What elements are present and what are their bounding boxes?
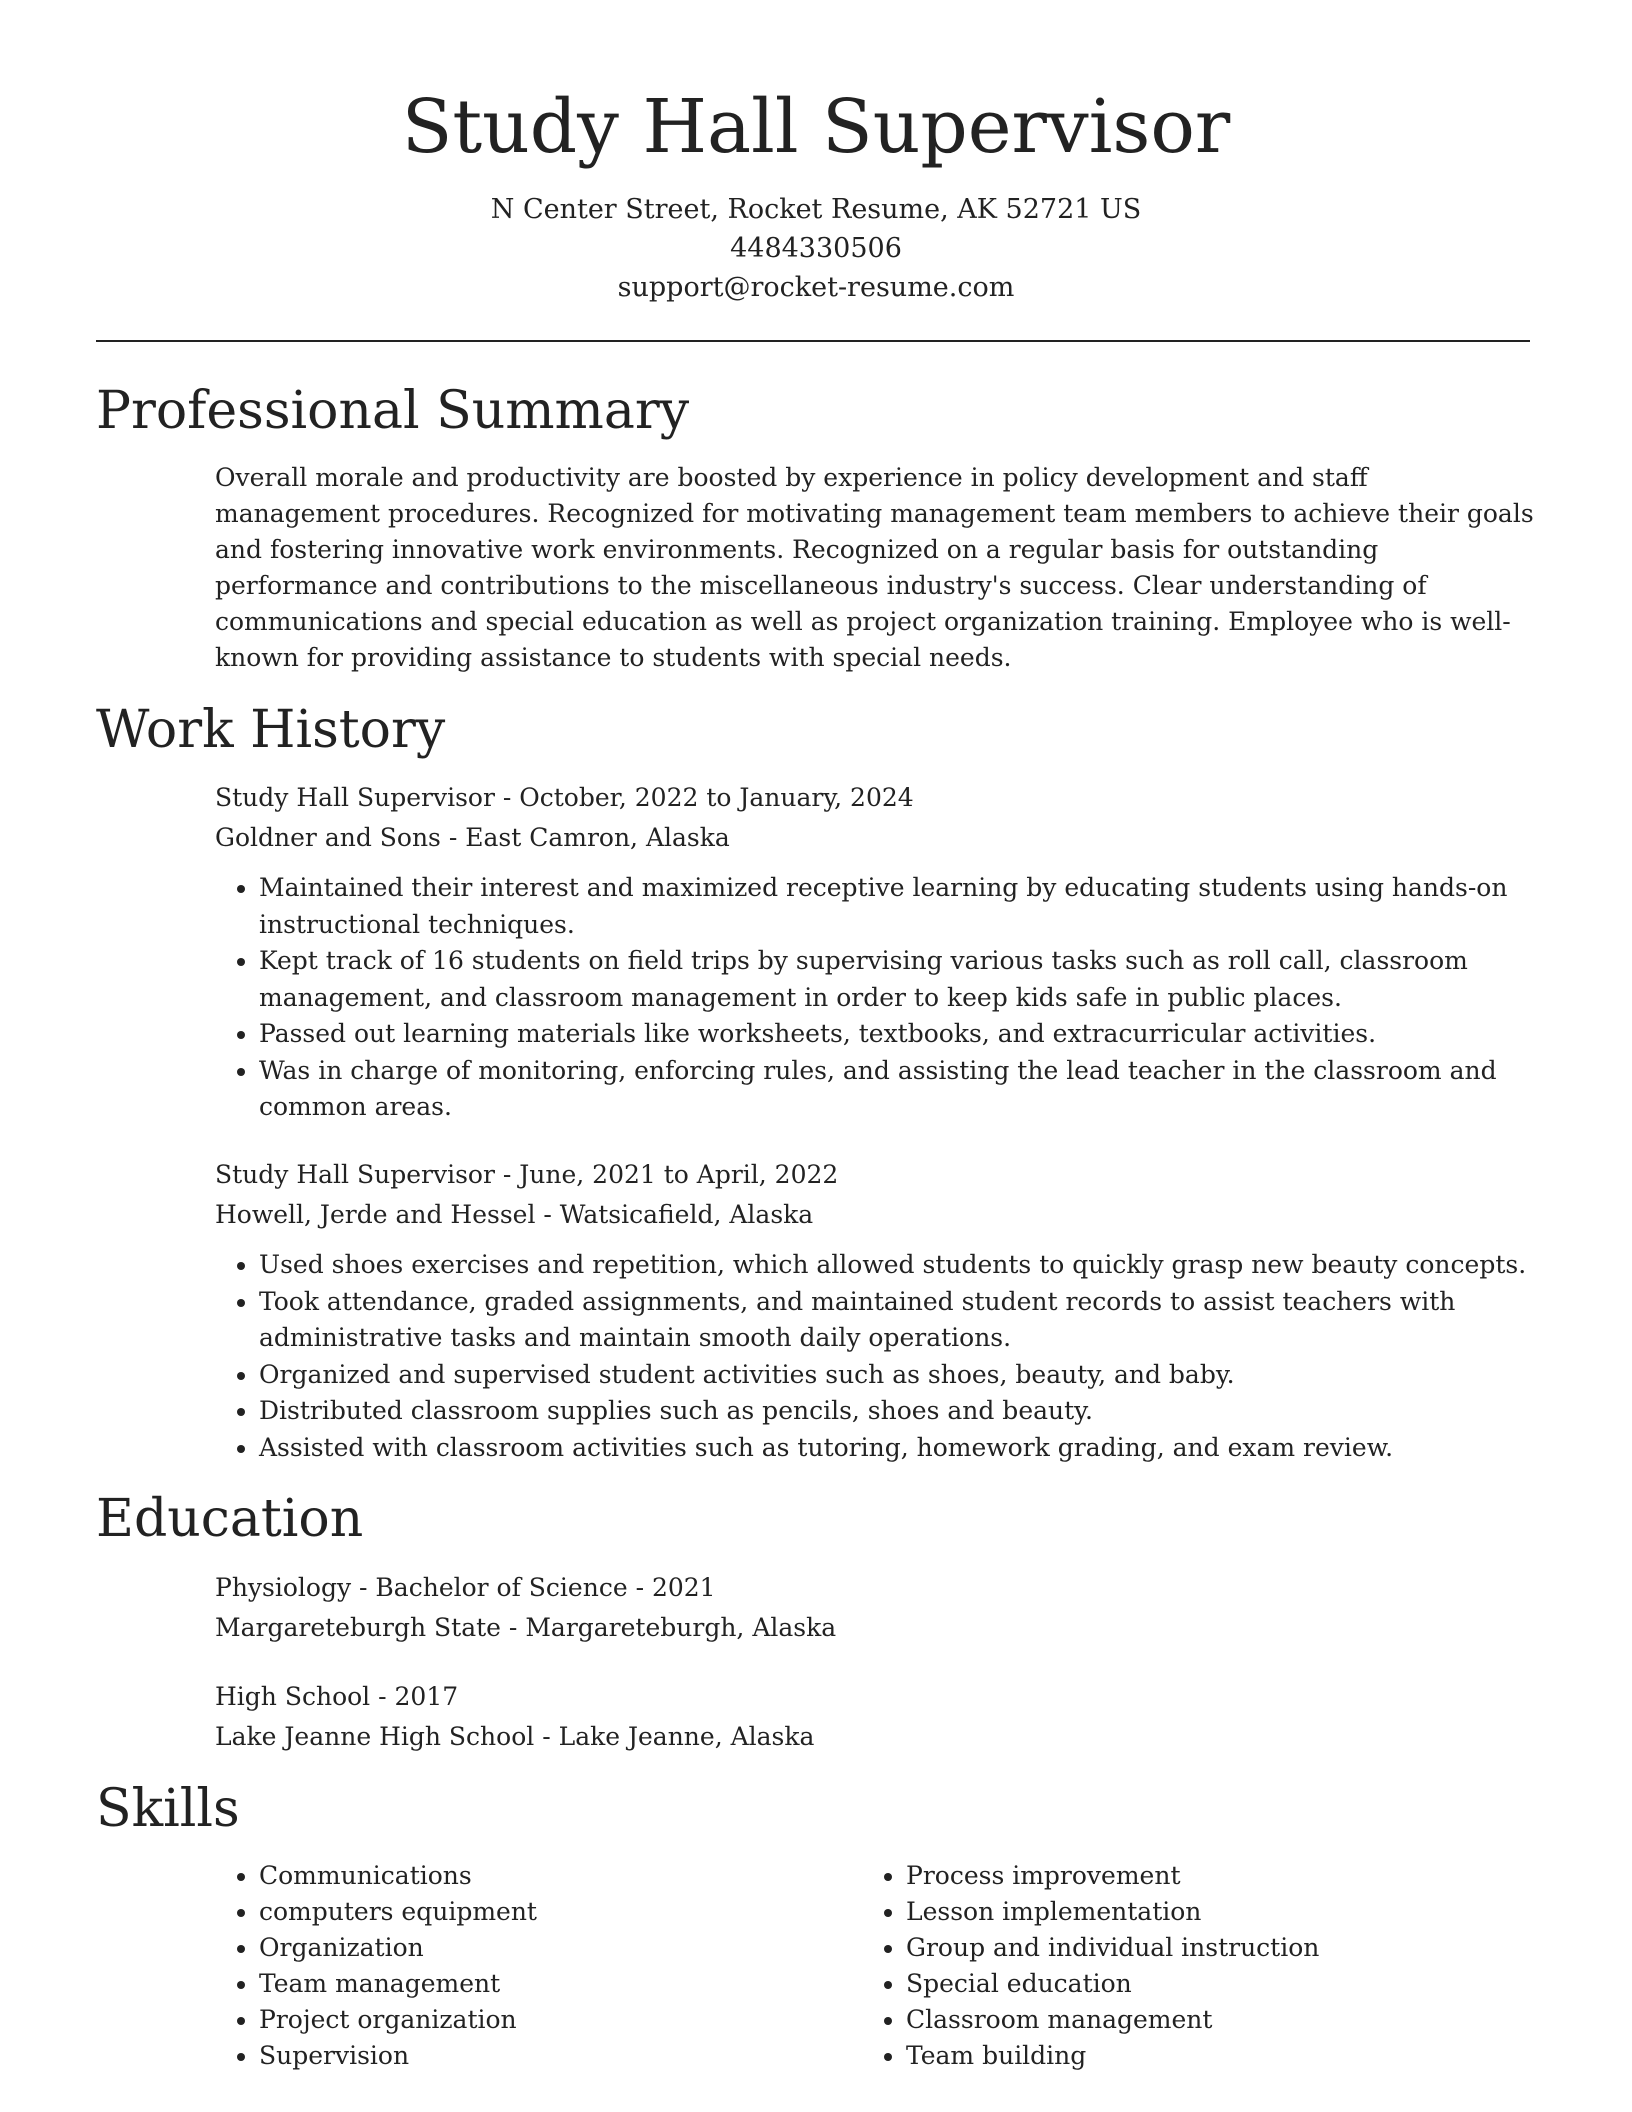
list-item: • Project organization: [259, 2002, 859, 2038]
list-item: • Organized and supervised student activities such as shoes, beauty, and baby.: [259, 1357, 1589, 1394]
contact-info: [0, 190, 1632, 307]
resume-header: [0, 82, 1632, 307]
skills-heading: Skills: [96, 1779, 240, 1839]
skills-list-right: [862, 1858, 1506, 2074]
job-bullets: [215, 870, 1589, 1126]
list-item: • Team management: [259, 1966, 859, 2002]
job-company-line: [215, 818, 1535, 858]
skills-section: [96, 1778, 1536, 1840]
job-dates: - October, 2022 to January, 2024: [494, 783, 914, 812]
work-history-heading: Work History: [96, 700, 446, 760]
education-entry: [215, 1677, 1535, 1757]
candidate-name: Study Hall Supervisor: [401, 84, 1231, 170]
job-role: Study Hall Supervisor: [215, 783, 495, 812]
job-entry: [215, 1155, 1535, 1235]
school-location: - Margareteburgh, Alaska: [500, 1613, 837, 1642]
list-item: • Group and individual instruction: [906, 1930, 1506, 1966]
school-name: Margareteburgh State: [215, 1613, 501, 1642]
skills-list-left: [215, 1858, 859, 2074]
education-entry: [215, 1568, 1535, 1648]
education-heading: Education: [96, 1489, 364, 1549]
list-item: • Distributed classroom supplies such as pencils, shoes and beauty.: [259, 1393, 1589, 1430]
list-item: • Took attendance, graded assignments, and maintained student records to assist teachers with administrative tasks and maintain smooth daily operations.: [259, 1284, 1589, 1357]
degree-line: Physiology - Bachelor of Science - 2021: [215, 1573, 716, 1602]
school-line: [215, 1717, 1535, 1757]
header-divider: [96, 340, 1530, 342]
list-item: • Team building: [906, 2038, 1506, 2074]
job-bullets: [215, 1247, 1589, 1466]
address: N Center Street, Rocket Resume, AK 52721 US: [490, 194, 1142, 225]
list-item: • Kept track of 16 students on field trips by supervising various tasks such as roll call, classroom management, and classroom management in order to keep kids safe in public places.: [259, 943, 1589, 1016]
list-item: • Assisted with classroom activities such as tutoring, homework grading, and exam review.: [259, 1430, 1589, 1467]
education-section: [96, 1488, 1536, 1550]
list-item: • Classroom management: [906, 2002, 1506, 2038]
job-dates: - June, 2021 to April, 2022: [494, 1160, 839, 1189]
list-item: • Used shoes exercises and repetition, which allowed students to quickly grasp new beauty concepts.: [259, 1247, 1589, 1284]
school-line: [215, 1608, 1535, 1648]
list-item: • Supervision: [259, 2038, 859, 2074]
job-entry: [215, 778, 1535, 858]
work-history-section: [96, 699, 1536, 761]
phone: 4484330506: [730, 233, 902, 264]
list-item: • Communications: [259, 1858, 859, 1894]
list-item: • Maintained their interest and maximized receptive learning by educating students using hands-on instructional techniques.: [259, 870, 1589, 943]
summary-heading: Professional Summary: [96, 381, 690, 441]
list-item: • Was in charge of monitoring, enforcing rules, and assisting the lead teacher in the classroom and common areas.: [259, 1053, 1589, 1126]
list-item: • Special education: [906, 1966, 1506, 2002]
summary-text: Overall morale and productivity are boosted by experience in policy development and staff management procedures. Recognized for motivating management team members to achieve their goals and fostering innovative work environments. Recognized on a regular basis for outstanding performance and contributions to the miscellaneous industry's success. Clear understanding of communications and special education as well as project organization training. Employee who is well-known for providing assistance to students with special needs.: [215, 463, 1534, 672]
school-location: - Lake Jeanne, Alaska: [534, 1722, 815, 1751]
list-item: • Organization: [259, 1930, 859, 1966]
job-title-line: [215, 1155, 1535, 1195]
job-company: Goldner and Sons: [215, 823, 441, 852]
email: support@rocket-resume.com: [617, 272, 1015, 303]
school-name: Lake Jeanne High School: [215, 1722, 535, 1751]
degree-line: High School - 2017: [215, 1682, 459, 1711]
list-item: • Process improvement: [906, 1858, 1506, 1894]
list-item: • computers equipment: [259, 1894, 859, 1930]
job-location: - East Camron, Alaska: [440, 823, 730, 852]
job-location: - Watsicafield, Alaska: [535, 1200, 814, 1229]
summary-section: [96, 380, 1536, 442]
list-item: • Passed out learning materials like worksheets, textbooks, and extracurricular activities.: [259, 1016, 1589, 1053]
job-company-line: [215, 1195, 1535, 1235]
job-role: Study Hall Supervisor: [215, 1160, 495, 1189]
list-item: • Lesson implementation: [906, 1894, 1506, 1930]
job-title-line: [215, 778, 1535, 818]
job-company: Howell, Jerde and Hessel: [215, 1200, 536, 1229]
